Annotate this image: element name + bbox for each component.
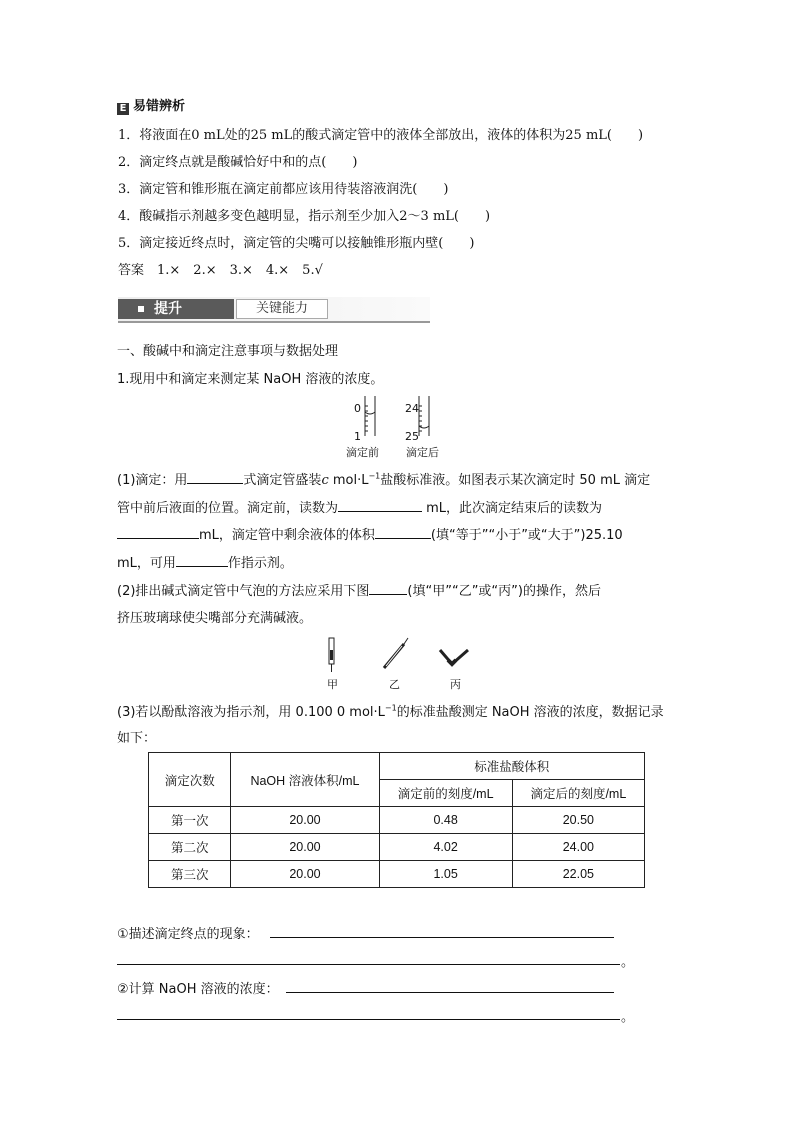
list-item: 4．酸碱指示剂越多变色越明显，指示剂至少加入2～3 mL( ): [118, 209, 491, 224]
table-row: [149, 807, 645, 834]
question-b: ②计算 NaOH 溶液的浓度：: [117, 982, 279, 997]
titration-data-table: [148, 752, 645, 888]
method-jia: [329, 638, 334, 672]
section-banner: [118, 297, 430, 323]
table-cell: 22.05: [512, 861, 644, 888]
part3-line2: 如下：: [117, 731, 157, 746]
table-cell: 20.50: [512, 807, 644, 834]
list-item: 3．滴定管和锥形瓶在滴定前都应该用待装溶液润洗( ): [118, 182, 449, 197]
header-cell: 标准盐酸体积: [379, 753, 644, 780]
before-top-reading: 0: [354, 402, 361, 415]
list-item: 5．滴定接近终点时，滴定管的尖嘴可以接触锥形瓶内壁( ): [118, 236, 475, 251]
table-cell: 4.02: [379, 834, 512, 861]
error-analysis-icon: E: [117, 103, 129, 115]
answer-line-b1[interactable]: [286, 992, 614, 993]
blank-1[interactable]: [187, 471, 243, 484]
after-label: 滴定后: [406, 446, 439, 459]
part1-line1: (1)滴定：用 式滴定管盛装c $mol\cdot L^{-1}$盐酸标准液。如图表示某次滴定时 50 mL 滴定: [117, 471, 651, 488]
period: 。: [621, 955, 635, 970]
burette-before: [365, 396, 375, 436]
blank-4[interactable]: [375, 526, 431, 539]
after-bottom-reading: 25: [405, 430, 419, 443]
method-bing: [440, 650, 468, 664]
table-cell: 24.00: [512, 834, 644, 861]
section-heading: 一、酸碱中和滴定注意事项与数据处理: [117, 344, 339, 359]
question-a: ①描述滴定终点的现象：: [117, 927, 259, 942]
label-yi: 乙: [389, 678, 400, 691]
header-cell: 滴定后的刻度/mL: [512, 780, 644, 807]
question-intro: 1.现用中和滴定来测定某 NaOH 溶液的浓度。: [117, 372, 384, 387]
table-cell: 0.48: [379, 807, 512, 834]
blank-2[interactable]: [338, 499, 422, 512]
part3-line1: (3)若以酚酞溶液为指示剂，用 0.100 0 $mol\cdot L^{-1}$的标准盐酸测定 NaOH 溶液的浓度，数据记录: [117, 703, 664, 720]
part2-line1: (2)排出碱式滴定管中气泡的方法应采用下图 (填“甲”“乙”或“丙”)的操作，然后: [117, 584, 601, 599]
answer-line: 答案 1.× 2.× 3.× 4.× 5.√: [118, 263, 323, 278]
table-cell: 20.00: [231, 834, 379, 861]
bubble-removal-figure: [320, 636, 480, 676]
method-yi: [384, 638, 408, 668]
table-cell: 20.00: [231, 807, 379, 834]
table-cell: 第一次: [149, 807, 231, 834]
answer-line-a1[interactable]: [270, 937, 614, 938]
before-label: 滴定前: [346, 446, 379, 459]
header-cell: 滴定前的刻度/mL: [379, 780, 512, 807]
header-cell: 滴定次数: [149, 753, 231, 807]
label-jia: 甲: [327, 678, 338, 691]
header-cell: NaOH 溶液体积/mL: [231, 753, 379, 807]
blank-3[interactable]: [117, 526, 199, 539]
part1-line4: mL，可用 作指示剂。: [117, 556, 293, 571]
answer-line-a2[interactable]: [117, 964, 620, 965]
label-bing: 丙: [450, 678, 461, 691]
period: 。: [621, 1010, 635, 1025]
table-row: [149, 834, 645, 861]
table-cell: 20.00: [231, 861, 379, 888]
blank-6[interactable]: [369, 582, 407, 595]
table-cell: 1.05: [379, 861, 512, 888]
burette-after: [419, 396, 429, 436]
after-top-reading: 24: [405, 402, 419, 415]
before-bottom-reading: 1: [354, 430, 361, 443]
table-cell: 第二次: [149, 834, 231, 861]
list-item: 1．将液面在0 mL处的25 mL的酸式滴定管中的液体全部放出，液体的体积为25 mL( ): [118, 128, 644, 143]
blank-5[interactable]: [176, 554, 228, 567]
banner-light: 关键能力: [236, 299, 328, 319]
part1-line3: mL，滴定管中剩余液体的体积 (填“等于”“小于”或“大于”)25.10: [117, 524, 623, 543]
table-row: [149, 861, 645, 888]
table-cell: 第三次: [149, 861, 231, 888]
section-title: E 易错辨析: [117, 95, 185, 115]
list-item: 2．滴定终点就是酸碱恰好中和的点( ): [118, 155, 358, 170]
part2-line2: 挤压玻璃球使尖嘴部分充满碱液。: [117, 611, 313, 626]
part1-line2: 管中前后液面的位置。滴定前，读数为 mL，此次滴定结束后的读数为: [117, 501, 603, 516]
banner-dark: 提升: [118, 299, 234, 319]
answer-line-b2[interactable]: [117, 1019, 620, 1020]
